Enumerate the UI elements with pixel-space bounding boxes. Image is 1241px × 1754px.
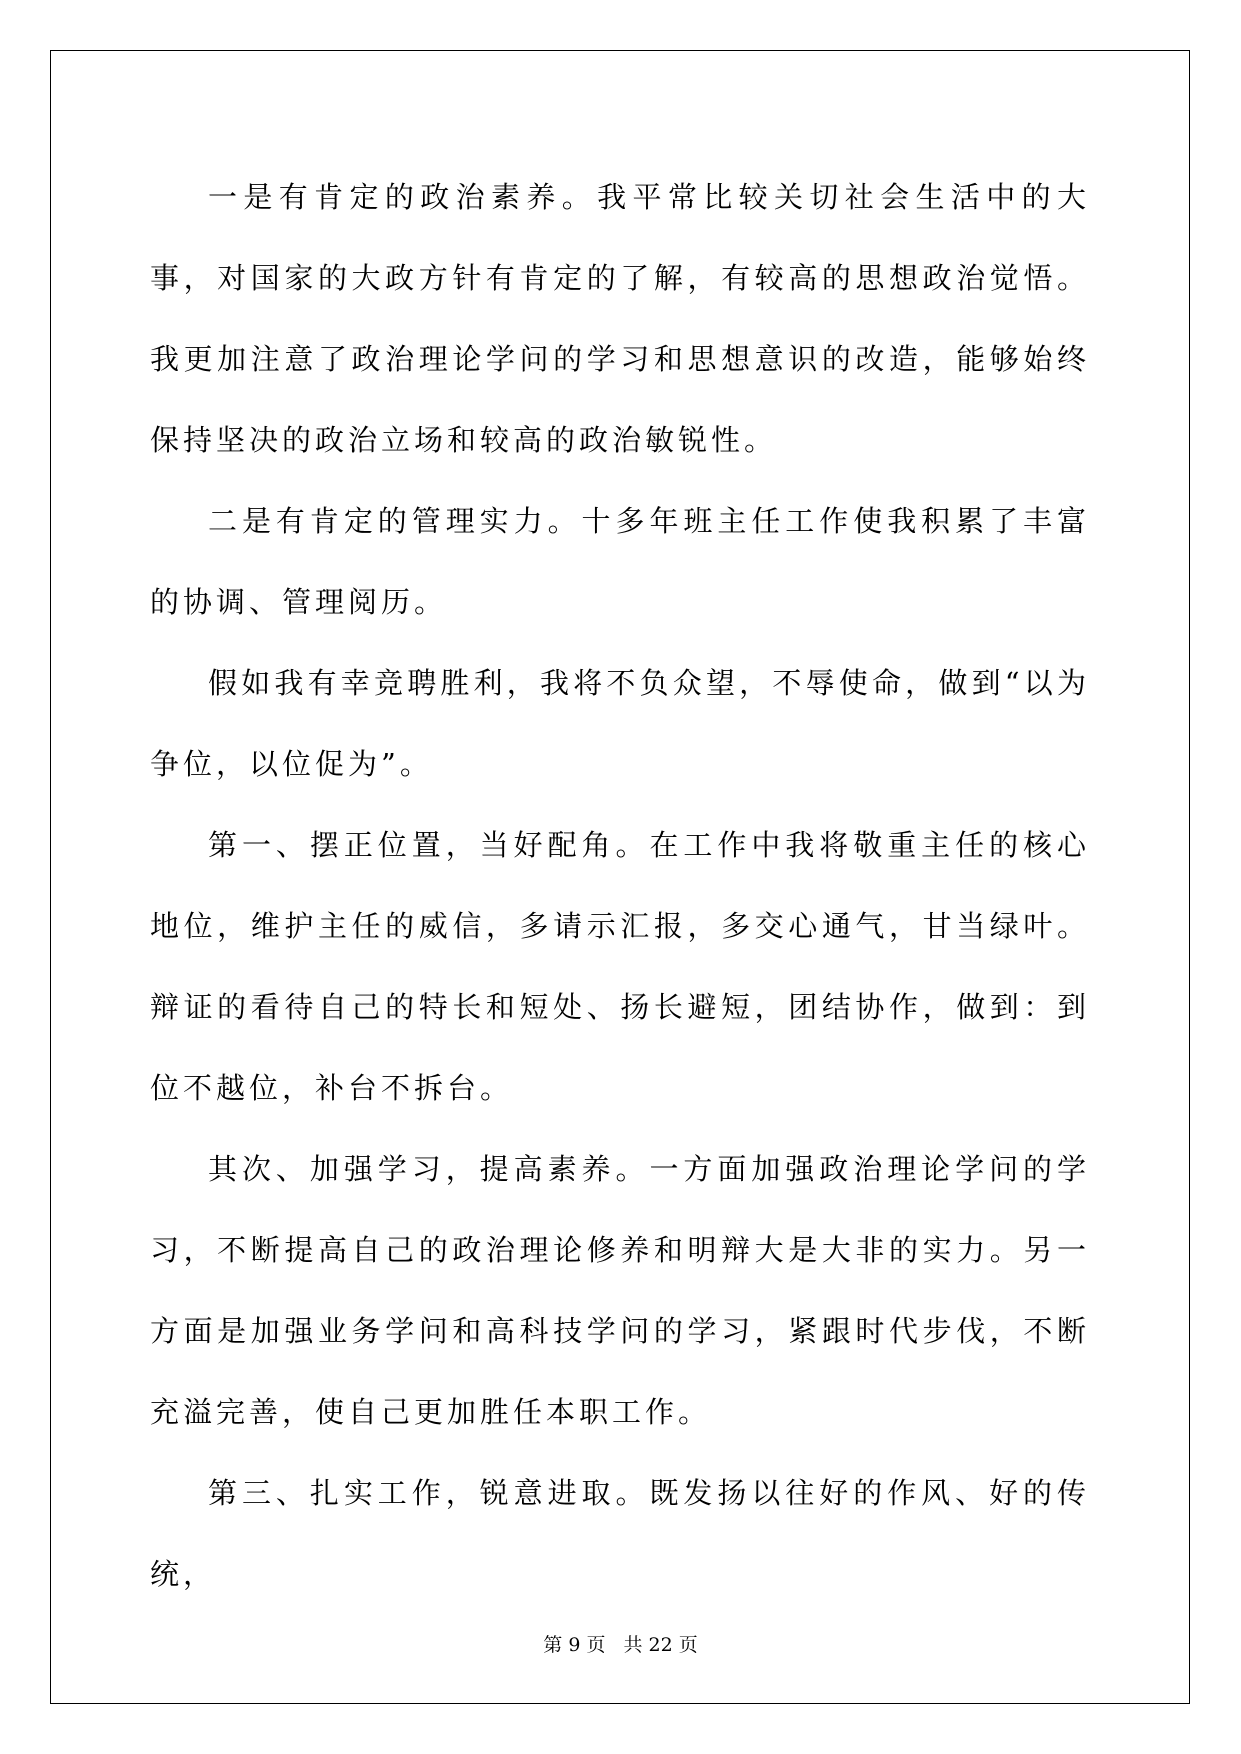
document-body bbox=[150, 157, 1090, 1615]
paragraph-point-one: 第一、摆正位置，当好配角。在工作中我将敬重主任的核心地位，维护主任的威信，多请示汇报，多交心通气，甘当绿叶。辩证的看待自己的特长和短处、扬长避短，团结协作，做到：到位不越位，补台不拆台。 bbox=[150, 828, 1090, 1105]
paragraph-point-two: 其次、加强学习，提高素养。一方面加强政治理论学问的学习，不断提高自己的政治理论修养和明辩大是大非的实力。另一方面是加强业务学问和高科技学问的学习，紧跟时代步伐，不断充溢完善，使自己更加胜任本职工作。 bbox=[150, 1152, 1090, 1429]
paragraph-management-ability: 二是有肯定的管理实力。十多年班主任工作使我积累了丰富的协调、管理阅历。 bbox=[150, 504, 1090, 619]
paragraph-commitment: 假如我有幸竞聘胜利，我将不负众望，不辱使命，做到“以为争位，以位促为”。 bbox=[150, 666, 1090, 781]
paragraph-political-quality: 一是有肯定的政治素养。我平常比较关切社会生活中的大事，对国家的大政方针有肯定的了解，有较高的思想政治觉悟。我更加注意了政治理论学问的学习和思想意识的改造，能够始终保持坚决的政治立场和较高的政治敏锐性。 bbox=[150, 180, 1090, 457]
page-total: 共 22 页 bbox=[623, 1634, 698, 1656]
page-number: 第 9 页 bbox=[543, 1634, 606, 1656]
page-footer bbox=[0, 1630, 1241, 1657]
paragraph-point-three: 第三、扎实工作，锐意进取。既发扬以往好的作风、好的传统， bbox=[150, 1476, 1090, 1591]
